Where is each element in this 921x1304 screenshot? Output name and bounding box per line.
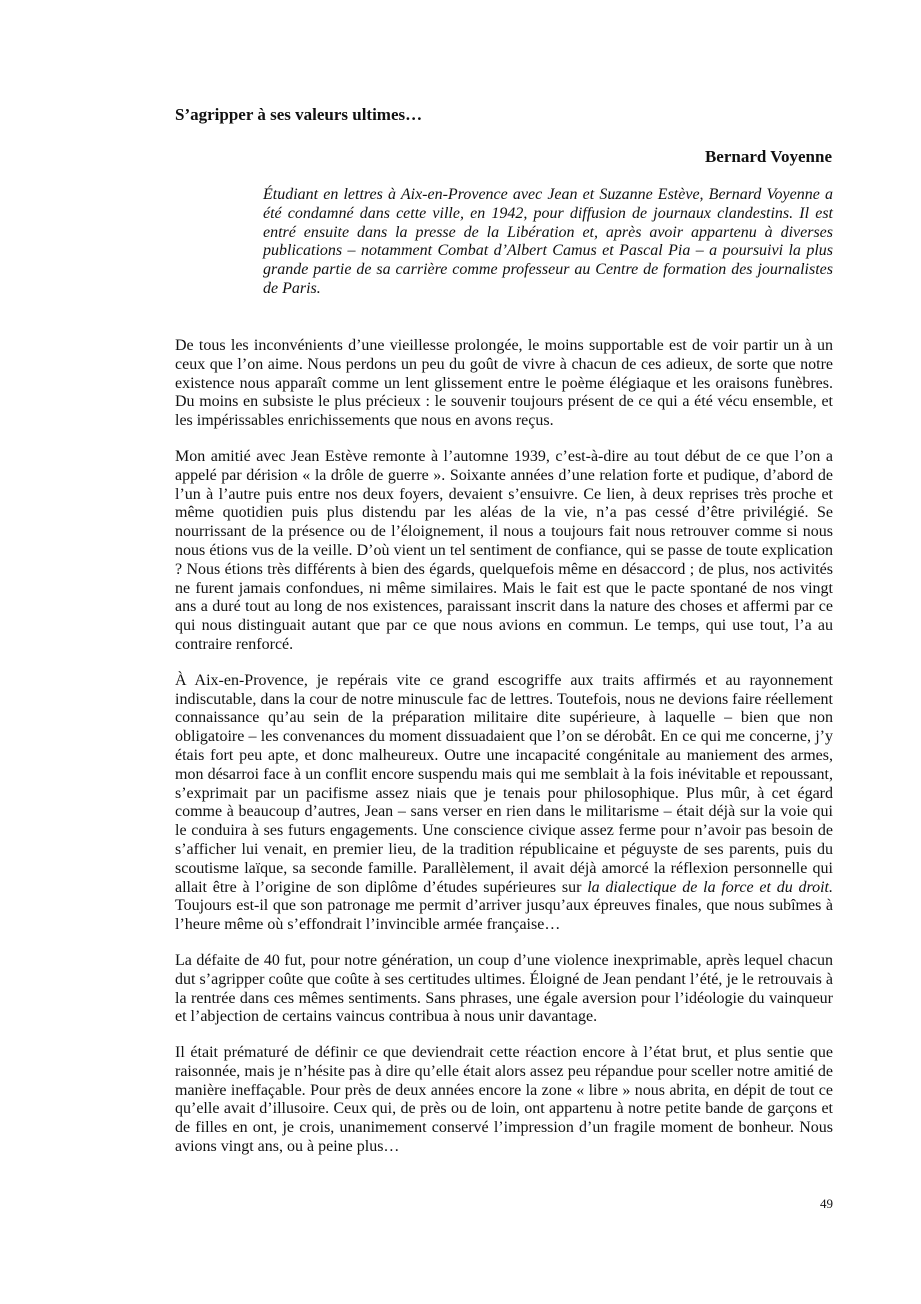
thesis-title: la dialectique de la force et du droit. [587,878,833,896]
paragraph-3-end: Toujours est-il que son patronage me permit d’arriver jusqu’aux épreuves finales, que nous subîmes à l’heure même où s’effondrait l’invincible armée française… [175,897,833,934]
paragraph-1: De tous les inconvénients d’une vieillesse prolongée, le moins supportable est de voir partir un à un ceux que l’on aime. Nous perdons un peu du goût de vivre à chacun de ces adieux, de sorte que notre existence nous apparaît comme un lent glissement entre le poème élégiaque et les oraisons funèbres. Du moins en subsiste le plus précieux : le souvenir toujours présent de ce qui a été vécu ensemble, et les impérissables enrichissements que nous en avons reçus. [175,337,833,430]
article-title: S’agripper à ses valeurs ultimes… [175,105,423,124]
author-intro: Étudiant en lettres à Aix-en-Provence avec Jean et Suzanne Estève, Bernard Voyenne a été condamné dans cette ville, en 1942, pour diffusion de journaux clandestins. Il est entré ensuite dans la presse de la Libération et, après avoir appartenu à diverses publications – notamment Combat d’Albert Camus et Pascal Pia – a poursuivi la plus grande partie de sa carrière comme professeur au Centre de formation des journalistes de Paris. [263,186,833,297]
paragraph-5: Il était prématuré de définir ce que deviendrait cette réaction encore à l’état brut, et plus sentie que raisonnée, mais je n’hésite pas à dire qu’elle était alors assez peu répandue pour sceller notre amitié de manière ineffaçable. Pour près de deux années encore la zone « libre » nous abrita, en dépit de tout ce qu’elle avait d’illusoire. Ceux qui, de près ou de loin, ont appartenu à notre petite bande de garçons et de filles en ont, je crois, unanimement conservé l’impression d’un fragile moment de bonheur. Nous avions vingt ans, ou à peine plus… [175,1044,833,1156]
page-number: 49 [820,1196,833,1211]
paragraph-4: La défaite de 40 fut, pour notre génération, un coup d’une violence inexprimable, après lequel chacun dut s’agripper coûte que coûte à ses certitudes ultimes. Éloigné de Jean pendant l’été, je le retrouvais à la rentrée dans ces mêmes sentiments. Sans phrases, une égale aversion pour l’idéologie du vainqueur et l’abjection de certains vaincus contribua à nous unir davantage. [175,951,833,1026]
paragraph-3 [175,672,833,935]
paragraph-2: Mon amitié avec Jean Estève remonte à l’automne 1939, c’est-à-dire au tout début de ce que l’on a appelé par dérision « la drôle de guerre ». Soixante années d’une relation forte et pudique, d’abord de l’un à l’autre puis entre nos deux foyers, devaient s’ensuivre. Ce lien, à deux reprises très proche et même quotidien puis plus distendu par les aléas de la vie, n’a pas cessé d’être privilégié. Se nourrissant de la présence ou de l’éloignement, il nous a toujours fait nous retrouver comme si nous nous étions vus de la veille. D’où vient un tel sentiment de confiance, qui se passe de toute explication ? Nous étions très différents à bien des égards, quelquefois même en désaccord ; de plus, nos activités ne furent jamais confondues, ni même similaires. Mais le fait est que le pacte spontané de nos vingt ans a duré tout au long de nos existences, paraissant inscrit dans la nature des choses et affermi par ce qui nous distinguait autant que par ce que nous avions en commun. Le temps, qui use tout, l’a au contraire renforcé. [175,447,833,653]
article-body [175,337,833,1174]
author-name: Bernard Voyenne [704,147,832,166]
paragraph-3-text: À Aix-en-Provence, je repérais vite ce grand escogriffe aux traits affirmés et au rayonnement indiscutable, dans la cour de notre minuscule fac de lettres. Toutefois, nous ne devions faire réellement connaissance qu’au sein de la préparation militaire dite supérieure, à laquelle – bien que non obligatoire – les convenances du moment dissuadaient que l’on se dérobât. En ce qui me concerne, j’y étais fort peu apte, et donc malheureux. Outre une incapacité congénitale au maniement des armes, mon désarroi face à un conflit encore suspendu mais qui me semblait à la fois inévitable et repoussant, s’exprimait par un pacifisme assez niais que je tenais pour philosophique. Plus mûr, à cet égard comme à beaucoup d’autres, Jean – sans verser en rien dans le militarisme – était déjà sur la voie qui le conduira à ses futurs engagements. Une conscience civique assez ferme pour n’avoir pas besoin de s’afficher lui venait, en premier lieu, de la tradition républicaine et péguyste de ses parents, puis du scoutisme laïque, sa seconde famille. Parallèlement, il avait déjà amorcé la réflexion personnelle qui allait être à l’origine de son diplôme d’études supérieures sur [175,671,833,896]
